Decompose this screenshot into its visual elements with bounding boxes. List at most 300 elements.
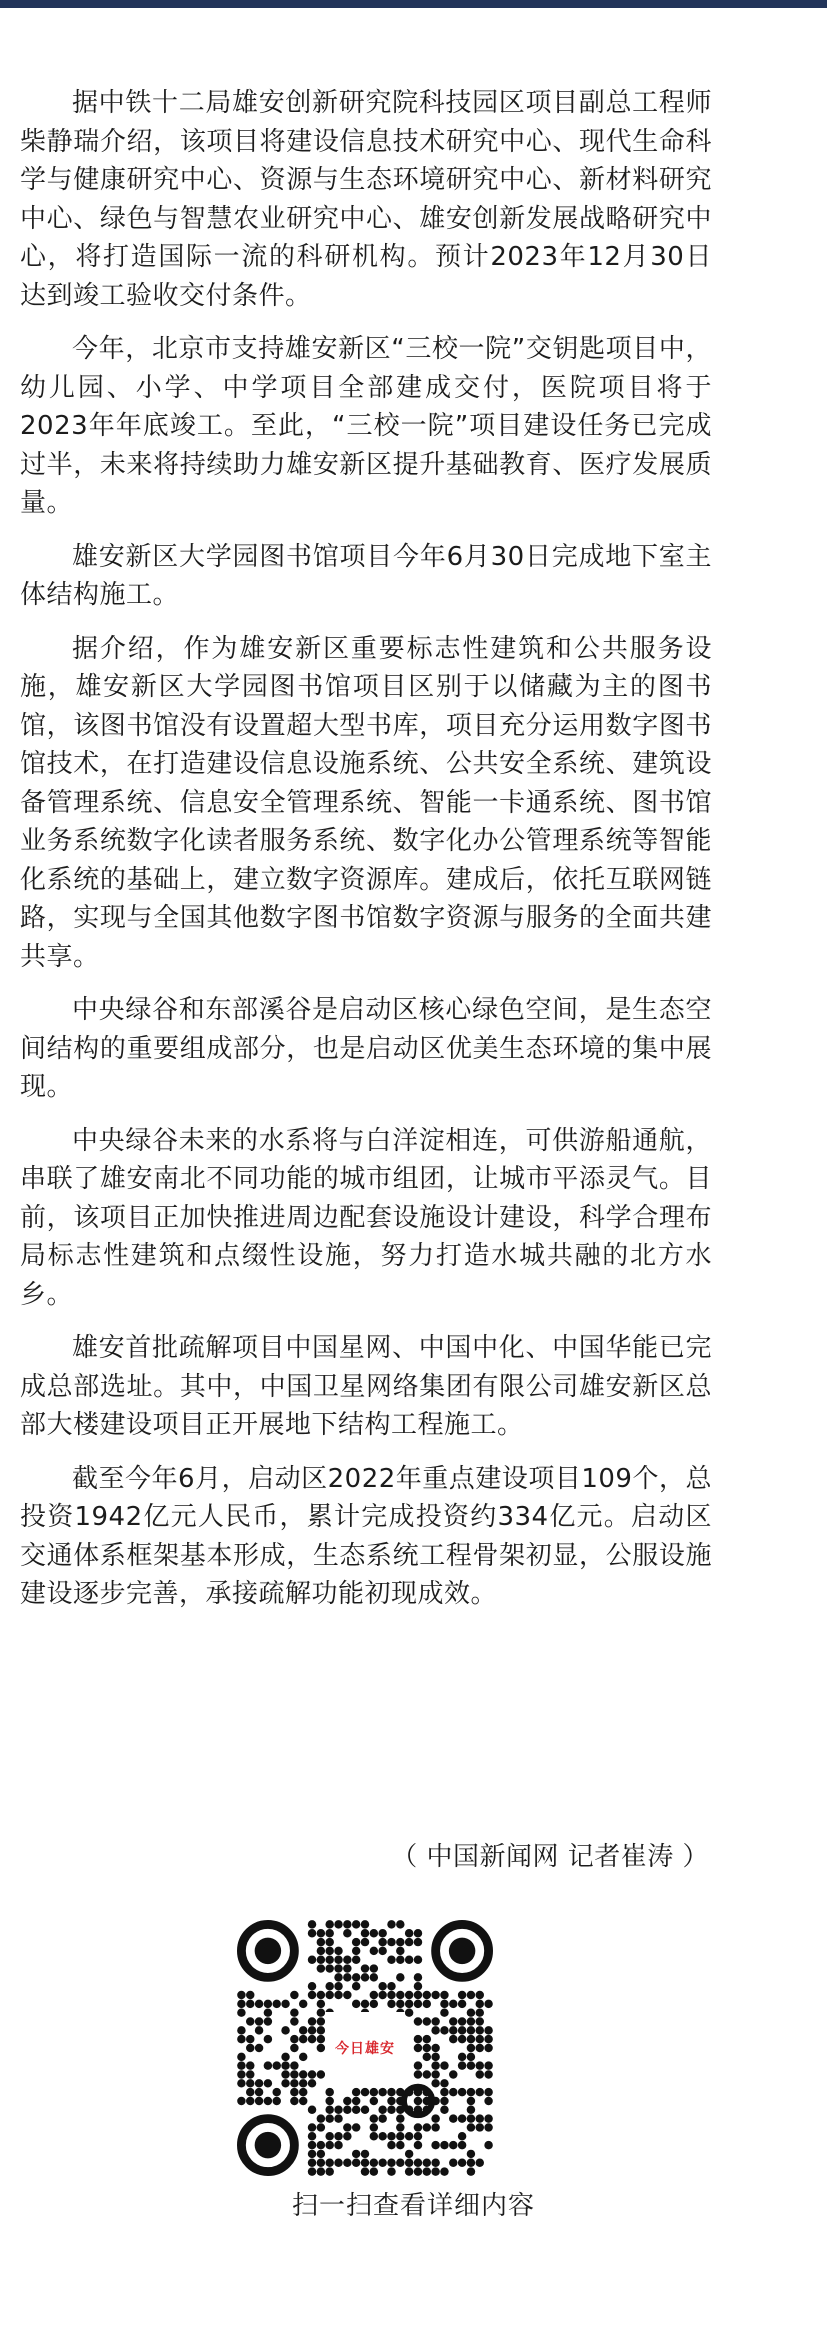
qr-module [325, 1929, 333, 1937]
qr-module [325, 1991, 333, 1999]
article-paragraph: 中央绿谷未来的水系将与白洋淀相连，可供游船通航，串联了雄安南北不同功能的城市组团，让城市平添灵气。目前，该项目正加快推进周边配套设施设计建设，科学合理布局标志性建筑和点缀性设施，努力打造水城共融的北方水乡。 [20, 1125, 712, 1310]
qr-module [361, 2106, 369, 2114]
qr-module [405, 1991, 413, 1999]
qr-module [440, 1991, 448, 1999]
qr-module [352, 1947, 360, 1955]
qr-module [431, 2044, 439, 2052]
qr-module [299, 2088, 307, 2096]
qr-module [264, 2079, 272, 2087]
qr-module [467, 2035, 475, 2043]
qr-module [308, 2167, 316, 2175]
qr-module [352, 2088, 360, 2096]
qr-module [325, 2114, 333, 2122]
qr-module [246, 2070, 254, 2078]
qr-module [458, 1991, 466, 1999]
qr-module [325, 1964, 333, 1972]
qr-module [458, 2132, 466, 2140]
qr-logo [325, 2012, 405, 2084]
qr-module [325, 1955, 333, 1963]
qr-module [467, 2017, 475, 2025]
qr-module [423, 2159, 431, 2167]
qr-module [458, 2017, 466, 2025]
qr-module [325, 1982, 333, 1990]
qr-module [317, 1991, 325, 1999]
qr-module [370, 2000, 378, 2008]
article-paragraph: 据中铁十二局雄安创新研究院科技园区项目副总工程师柴静瑞介绍，该项目将建设信息技术研究中心、现代生命科学与健康研究中心、资源与生态环境研究中心、新材料研究中心、绿色与智慧农业研究中心、雄安创新发展战略研究中心，将打造国际一流的科研机构。预计2023年12月30日达到竣工验收交付条件。 [20, 88, 712, 311]
qr-module [299, 2053, 307, 2061]
qr-module [440, 2061, 448, 2069]
qr-module [325, 2141, 333, 2149]
qr-module [352, 1938, 360, 1946]
qr-module [405, 2167, 413, 2175]
qr-module [361, 2150, 369, 2158]
qr-module [378, 2114, 386, 2122]
qr-module [484, 2097, 492, 2105]
qr-module [317, 2114, 325, 2122]
qr-module [317, 1964, 325, 1972]
qr-module [423, 2053, 431, 2061]
qr-module [467, 2044, 475, 2052]
qr-module [370, 2088, 378, 2096]
qr-module [264, 2097, 272, 2105]
qr-module [449, 2159, 457, 2167]
qr-module [334, 1973, 342, 1981]
qr-module [325, 2088, 333, 2096]
qr-module [334, 1982, 342, 1990]
qr-module [246, 2061, 254, 2069]
qr-module [467, 2106, 475, 2114]
qr-module [237, 2053, 245, 2061]
qr-module [467, 2088, 475, 2096]
qr-module [325, 2167, 333, 2175]
qr-module [317, 2123, 325, 2131]
qr-module [281, 2061, 289, 2069]
qr-module [325, 2159, 333, 2167]
article-source: （ 中国新闻网 记者崔涛 ） [391, 1842, 709, 1872]
qr-module [387, 2106, 395, 2114]
qr-module [431, 2070, 439, 2078]
qr-module [370, 2123, 378, 2131]
qr-module [431, 2159, 439, 2167]
qr-module [405, 2159, 413, 2167]
qr-module [352, 2106, 360, 2114]
qr-module [343, 2097, 351, 2105]
qr-module [458, 2053, 466, 2061]
qr-module [361, 1938, 369, 1946]
qr-module [272, 2000, 280, 2008]
qr-module [317, 2141, 325, 2149]
qr-module [246, 2035, 254, 2043]
qr-module [467, 2097, 475, 2105]
qr-module [281, 2053, 289, 2061]
qr-module [237, 2008, 245, 2016]
qr-module [449, 2000, 457, 2008]
qr-module [458, 2026, 466, 2034]
qr-module [237, 2079, 245, 2087]
qr-module [290, 2088, 298, 2096]
qr-module [440, 2106, 448, 2114]
qr-module [352, 2097, 360, 2105]
qr-module [299, 2035, 307, 2043]
qr-module [414, 2017, 422, 2025]
qr-module [370, 2114, 378, 2122]
qr-module [361, 2159, 369, 2167]
qr-module [414, 1973, 422, 1981]
qr-module [440, 2079, 448, 2087]
qr-module [484, 2044, 492, 2052]
qr-module [476, 2123, 484, 2131]
qr-module [414, 1929, 422, 1937]
qr-module [423, 2035, 431, 2043]
qr-module [440, 2008, 448, 2016]
qr-module [334, 1955, 342, 1963]
qr-module [396, 1973, 404, 1981]
qr-module [255, 2079, 263, 2087]
qr-module [476, 2000, 484, 2008]
qr-module [440, 2088, 448, 2096]
qr-module [308, 2123, 316, 2131]
qr-module [272, 2061, 280, 2069]
qr-module [361, 2167, 369, 2175]
qr-module [467, 2008, 475, 2016]
qr-module [264, 2061, 272, 2069]
top-accent-bar [0, 0, 827, 8]
article-paragraph: 据介绍，作为雄安新区重要标志性建筑和公共服务设施，雄安新区大学园图书馆项目区别于以储藏为主的图书馆，该图书馆没有设置超大型书库，项目充分运用数字图书馆技术，在打造建设信息设施系统、公共安全系统、建筑设备管理系统、信息安全管理系统、智能一卡通系统、图书馆业务系统数字化读者服务系统、数字化办公管理系统等智能化系统的基础上，建立数字资源库。建成后，依托互联网链路，实现与全国其他数字图书馆数字资源与服务的全面共建共享。 [20, 633, 712, 972]
qr-module [237, 2097, 245, 2105]
qr-module [325, 1938, 333, 1946]
scan-caption: 扫一扫查看详细内容 [291, 2191, 535, 2221]
qr-module [308, 2132, 316, 2140]
qr-finder-center [255, 1938, 281, 1964]
qr-module [334, 1947, 342, 1955]
qr-module [476, 2044, 484, 2052]
qr-module [317, 2008, 325, 2016]
qr-finder-center [255, 2132, 281, 2158]
qr-module [343, 1920, 351, 1928]
qr-module [431, 2017, 439, 2025]
qr-module [476, 2070, 484, 2078]
qr-module [281, 2070, 289, 2078]
qr-module [484, 2088, 492, 2096]
qr-module [246, 1991, 254, 1999]
qr-module [352, 2159, 360, 2167]
qr-module [290, 2044, 298, 2052]
qr-module [317, 1938, 325, 1946]
qr-module [237, 2035, 245, 2043]
qr-module [290, 2061, 298, 2069]
qr-module [484, 2123, 492, 2131]
qr-module [449, 2017, 457, 2025]
qr-module [255, 2097, 263, 2105]
qr-module [387, 1991, 395, 1999]
qr-module [308, 2070, 316, 2078]
qr-module [476, 2088, 484, 2096]
qr-module [476, 2017, 484, 2025]
qr-module [440, 2097, 448, 2105]
qr-module [414, 2132, 422, 2140]
qr-module [378, 2088, 386, 2096]
qr-module [343, 1973, 351, 1981]
qr-module [440, 2141, 448, 2149]
qr-module [246, 2097, 254, 2105]
qr-module [361, 1964, 369, 1972]
qr-module [343, 2132, 351, 2140]
qr-module [449, 2026, 457, 2034]
qr-module [343, 2106, 351, 2114]
qr-module [396, 2141, 404, 2149]
qr-module [299, 2070, 307, 2078]
qr-finder-center [449, 1938, 475, 1964]
qr-module [449, 2088, 457, 2096]
qr-module [423, 2000, 431, 2008]
qr-module [431, 2141, 439, 2149]
qr-module [396, 2159, 404, 2167]
qr-module [255, 2088, 263, 2096]
qr-module [299, 2000, 307, 2008]
qr-module [325, 1920, 333, 1928]
qr-module [352, 1920, 360, 1928]
qr-module [264, 2017, 272, 2025]
qr-module [476, 2061, 484, 2069]
qr-module [308, 1982, 316, 1990]
qr-module [308, 2159, 316, 2167]
qr-module [396, 1955, 404, 1963]
qr-module [396, 2000, 404, 2008]
qr-module [484, 2141, 492, 2149]
qr-module [255, 2044, 263, 2052]
qr-module [467, 2123, 475, 2131]
qr-module [431, 2167, 439, 2175]
article-body [20, 84, 712, 1629]
qr-module [405, 1938, 413, 1946]
qr-module [334, 1920, 342, 1928]
qr-module [476, 2008, 484, 2016]
qr-module [299, 2026, 307, 2034]
qr-module [255, 2000, 263, 2008]
qr-code[interactable] [237, 1920, 493, 2176]
qr-module [352, 1982, 360, 1990]
qr-module [405, 2150, 413, 2158]
qr-module [378, 1947, 386, 1955]
qr-module [343, 1991, 351, 1999]
qr-module [467, 2026, 475, 2034]
qr-module [317, 2026, 325, 2034]
qr-module [237, 2026, 245, 2034]
qr-module [396, 2114, 404, 2122]
qr-module [387, 2141, 395, 2149]
qr-module [467, 2061, 475, 2069]
qr-module [467, 2167, 475, 2175]
qr-module [387, 2167, 395, 2175]
qr-module [378, 2132, 386, 2140]
qr-module [290, 2070, 298, 2078]
qr-module [370, 1947, 378, 1955]
qr-module [431, 2061, 439, 2069]
qr-module [476, 2026, 484, 2034]
qr-module [423, 2070, 431, 2078]
qr-module [272, 2097, 280, 2105]
qr-module [423, 2017, 431, 2025]
qr-module [370, 2097, 378, 2105]
qr-module [246, 2079, 254, 2087]
qr-module [370, 1973, 378, 1981]
qr-module [431, 1991, 439, 1999]
qr-module [396, 2123, 404, 2131]
qr-module [325, 2132, 333, 2140]
qr-module [423, 2123, 431, 2131]
qr-module [378, 1982, 386, 1990]
qr-module [370, 2159, 378, 2167]
qr-module [325, 2106, 333, 2114]
qr-module [334, 2114, 342, 2122]
qr-module [246, 2088, 254, 2096]
qr-module [396, 1938, 404, 1946]
qr-module [308, 2035, 316, 2043]
qr-module [281, 2026, 289, 2034]
qr-module [431, 2114, 439, 2122]
qr-module [414, 1991, 422, 1999]
qr-module [343, 1955, 351, 1963]
qr-module [281, 2079, 289, 2087]
qr-module [458, 2035, 466, 2043]
qr-module [467, 2150, 475, 2158]
qr-module [317, 2150, 325, 2158]
qr-module [484, 2114, 492, 2122]
qr-module [396, 1947, 404, 1955]
qr-module [414, 2159, 422, 2167]
qr-module [484, 2070, 492, 2078]
qr-module [308, 2026, 316, 2034]
qr-module [449, 2114, 457, 2122]
qr-module [317, 2044, 325, 2052]
qr-module [361, 1929, 369, 1937]
qr-module [378, 2159, 386, 2167]
qr-module [246, 2017, 254, 2025]
qr-module [440, 2167, 448, 2175]
qr-module [370, 1929, 378, 1937]
qr-module [317, 2167, 325, 2175]
qr-module [467, 2159, 475, 2167]
qr-module [361, 1973, 369, 1981]
qr-module [370, 1991, 378, 1999]
article-paragraph: 雄安首批疏解项目中国星网、中国中化、中国华能已完成总部选址。其中，中国卫星网络集团有限公司雄安新区总部大楼建设项目正开展地下结构工程施工。 [20, 1333, 712, 1440]
qr-module [405, 2008, 413, 2016]
qr-module [431, 2079, 439, 2087]
qr-module [467, 2114, 475, 2122]
qr-module [343, 1964, 351, 1972]
qr-module [484, 2061, 492, 2069]
qr-module [484, 2000, 492, 2008]
qr-module [317, 1955, 325, 1963]
qr-module [414, 2035, 422, 2043]
qr-module [237, 2061, 245, 2069]
qr-module [414, 2070, 422, 2078]
qr-module [476, 2159, 484, 2167]
qr-module [405, 1955, 413, 1963]
qr-module [264, 2008, 272, 2016]
qr-module [423, 2044, 431, 2052]
qr-module [387, 2159, 395, 2167]
qr-module [308, 1955, 316, 1963]
qr-module [476, 2035, 484, 2043]
qr-module [290, 2008, 298, 2016]
qr-module [334, 1964, 342, 1972]
qr-module [325, 1947, 333, 1955]
qr-module [405, 1929, 413, 1937]
qr-module [334, 2141, 342, 2149]
qr-module [414, 2000, 422, 2008]
qr-module [352, 2000, 360, 2008]
qr-module [255, 2026, 263, 2034]
qr-module [458, 2114, 466, 2122]
qr-module [387, 2132, 395, 2140]
qr-module [237, 1991, 245, 1999]
qr-module [343, 1929, 351, 1937]
qr-module [414, 2061, 422, 2069]
qr-module [308, 2141, 316, 2149]
qr-module [343, 2123, 351, 2131]
qr-module [414, 2044, 422, 2052]
qr-module [414, 2167, 422, 2175]
qr-module [370, 2132, 378, 2140]
qr-module [431, 2123, 439, 2131]
qr-module [299, 2079, 307, 2087]
qr-module [255, 2017, 263, 2025]
qr-module [378, 1938, 386, 1946]
qr-module [387, 1955, 395, 1963]
qr-module [370, 1964, 378, 1972]
qr-module [352, 1973, 360, 1981]
qr-module [317, 2000, 325, 2008]
qr-module [290, 2079, 298, 2087]
qr-module [237, 2000, 245, 2008]
qr-module [440, 2000, 448, 2008]
qr-module [387, 1920, 395, 1928]
qr-module [387, 1982, 395, 1990]
qr-module [414, 1938, 422, 1946]
qr-module [431, 2026, 439, 2034]
qr-module [387, 2000, 395, 2008]
qr-module [396, 1991, 404, 1999]
qr-module [378, 1929, 386, 1937]
qr-module [264, 2000, 272, 2008]
qr-module [387, 2088, 395, 2096]
qr-module [405, 2000, 413, 2008]
qr-module [458, 2159, 466, 2167]
qr-module [308, 1920, 316, 1928]
qr-module [308, 2017, 316, 2025]
qr-module [414, 2123, 422, 2131]
qr-module [476, 1991, 484, 1999]
qr-module [308, 2106, 316, 2114]
qr-module [246, 2044, 254, 2052]
qr-module [467, 1991, 475, 1999]
qr-module [317, 2159, 325, 2167]
qr-module [387, 2097, 395, 2105]
qr-module [264, 2035, 272, 2043]
qr-logo-text: 今日雄安 [335, 2041, 395, 2057]
qr-module [272, 2088, 280, 2096]
qr-module [317, 2017, 325, 2025]
qr-module [334, 2132, 342, 2140]
qr-module [449, 2141, 457, 2149]
qr-module [484, 2026, 492, 2034]
qr-module [440, 2026, 448, 2034]
qr-module [246, 2000, 254, 2008]
qr-module [414, 2097, 422, 2105]
qr-module [334, 1991, 342, 1999]
qr-module [467, 2053, 475, 2061]
